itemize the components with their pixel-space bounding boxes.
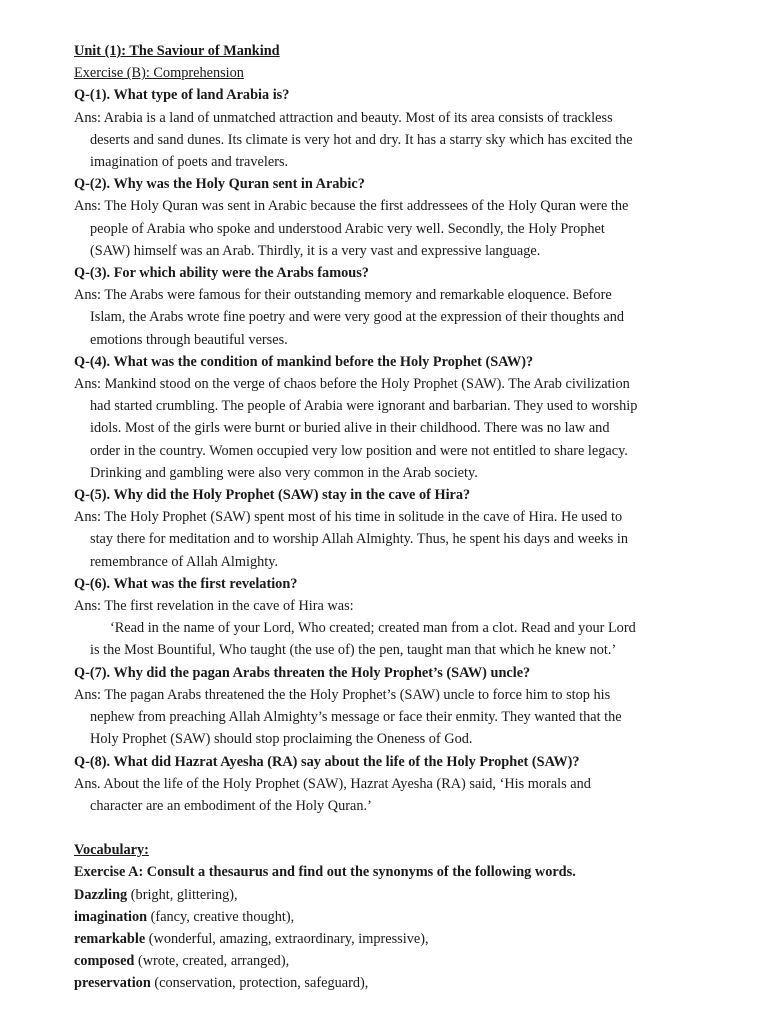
vocab-word: Dazzling [74, 886, 128, 903]
revelation-quote-line: ‘Read in the name of your Lord, Who created; created man from a clot. Read and your Lord [110, 620, 636, 637]
vocab-item [74, 928, 728, 950]
vocab-item [74, 884, 728, 906]
vocab-word: composed [74, 953, 135, 970]
answer-line: idols. Most of the girls were burnt or buried alive in their childhood. There was no law and [90, 420, 610, 437]
exercise-b-heading: Exercise (B): Comprehension [74, 65, 244, 82]
answer-line: stay there for meditation and to worship Allah Almighty. Thus, he spent his days and weeks in [90, 531, 629, 548]
vocab-list [74, 884, 728, 995]
answer: Ans. About the life of the Holy Prophet (SAW), Hazrat Ayesha (RA) said, ‘His morals and [74, 775, 591, 792]
unit-title: Unit (1): The Saviour of Mankind [74, 43, 280, 59]
vocab-word: preservation [74, 975, 151, 992]
vocab-word: imagination [74, 908, 148, 925]
vocab-item [74, 950, 728, 972]
question: Q-(3). For which ability were the Arabs famous? [74, 265, 369, 282]
question: Q-(8). What did Hazrat Ayesha (RA) say about the life of the Holy Prophet (SAW)? [74, 753, 580, 770]
answer-line: remembrance of Allah Almighty. [90, 553, 279, 570]
qa-item [74, 484, 728, 573]
answer-line: (SAW) himself was an Arab. Thirdly, it is a very vast and expressive language. [90, 242, 541, 259]
vocab-synonyms: (wrote, created, arranged), [134, 953, 290, 970]
revelation-quote-line: is the Most Bountiful, Who taught (the use of) the pen, taught man that which he knew not.’ [90, 642, 617, 659]
question: Q-(5). Why did the Holy Prophet (SAW) stay in the cave of Hira? [74, 487, 471, 504]
question: Q-(6). What was the first revelation? [74, 575, 298, 592]
vocabulary-heading: Vocabulary: [74, 842, 149, 859]
vocab-synonyms: (fancy, creative thought), [147, 908, 295, 925]
answer: Ans: The Holy Quran was sent in Arabic because the first addressees of the Holy Quran were the [74, 198, 629, 215]
qa-list [74, 84, 728, 817]
answer-line: had started crumbling. The people of Arabia were ignorant and barbarian. They used to worship [90, 398, 638, 415]
question: Q-(1). What type of land Arabia is? [74, 87, 290, 104]
answer-line: order in the country. Women occupied very low position and were not entitled to share legacy. [90, 442, 628, 459]
question: Q-(7). Why did the pagan Arabs threaten the Holy Prophet’s (SAW) uncle? [74, 664, 531, 681]
vocab-item [74, 972, 728, 994]
answer-line: deserts and sand dunes. Its climate is very hot and dry. It has a starry sky which has excited the [90, 131, 633, 148]
answer-line: Holy Prophet (SAW) should stop proclaiming the Oneness of God. [90, 731, 473, 748]
qa-item [74, 84, 728, 173]
answer: Ans: The Arabs were famous for their outstanding memory and remarkable eloquence. Before [74, 287, 612, 304]
answer: Ans: Mankind stood on the verge of chaos before the Holy Prophet (SAW). The Arab civilization [74, 376, 630, 393]
vocab-synonyms: (wonderful, amazing, extraordinary, impressive), [145, 930, 429, 947]
qa-item [74, 262, 728, 351]
question: Q-(2). Why was the Holy Quran sent in Arabic? [74, 176, 365, 193]
qa-item [74, 751, 728, 818]
answer-line: emotions through beautiful verses. [90, 331, 288, 348]
vocab-item [74, 906, 728, 928]
answer-line: nephew from preaching Allah Almighty’s message or face their enmity. They wanted that the [90, 709, 622, 726]
spacer [74, 817, 728, 839]
answer-line: Islam, the Arabs wrote fine poetry and were very good at the expression of their thoughts and [90, 309, 624, 326]
answer-line: imagination of poets and travelers. [90, 154, 289, 171]
question: Q-(4). What was the condition of mankind before the Holy Prophet (SAW)? [74, 353, 534, 370]
exercise-a-heading: Exercise A: Consult a thesaurus and find out the synonyms of the following words. [74, 864, 576, 881]
answer: Ans: The Holy Prophet (SAW) spent most of his time in solitude in the cave of Hira. He used to [74, 509, 623, 526]
qa-item [74, 351, 728, 484]
qa-item [74, 173, 728, 262]
vocab-word: remarkable [74, 930, 146, 947]
answer: Ans: The first revelation in the cave of Hira was: [74, 598, 354, 615]
answer-line: people of Arabia who spoke and understood Arabic very well. Secondly, the Holy Prophet [90, 220, 605, 237]
qa-item [74, 662, 728, 751]
answer: Ans: The pagan Arabs threatened the the Holy Prophet’s (SAW) uncle to force him to stop his [74, 686, 611, 703]
answer-line: character are an embodiment of the Holy Quran.’ [90, 797, 372, 814]
qa-item [74, 573, 728, 662]
vocab-synonyms: (conservation, protection, safeguard), [150, 975, 369, 992]
answer-line: Drinking and gambling were also very common in the Arab society. [90, 464, 478, 481]
vocab-synonyms: (bright, glittering), [127, 886, 238, 903]
answer: Ans: Arabia is a land of unmatched attraction and beauty. Most of its area consists of trackless [74, 109, 613, 126]
